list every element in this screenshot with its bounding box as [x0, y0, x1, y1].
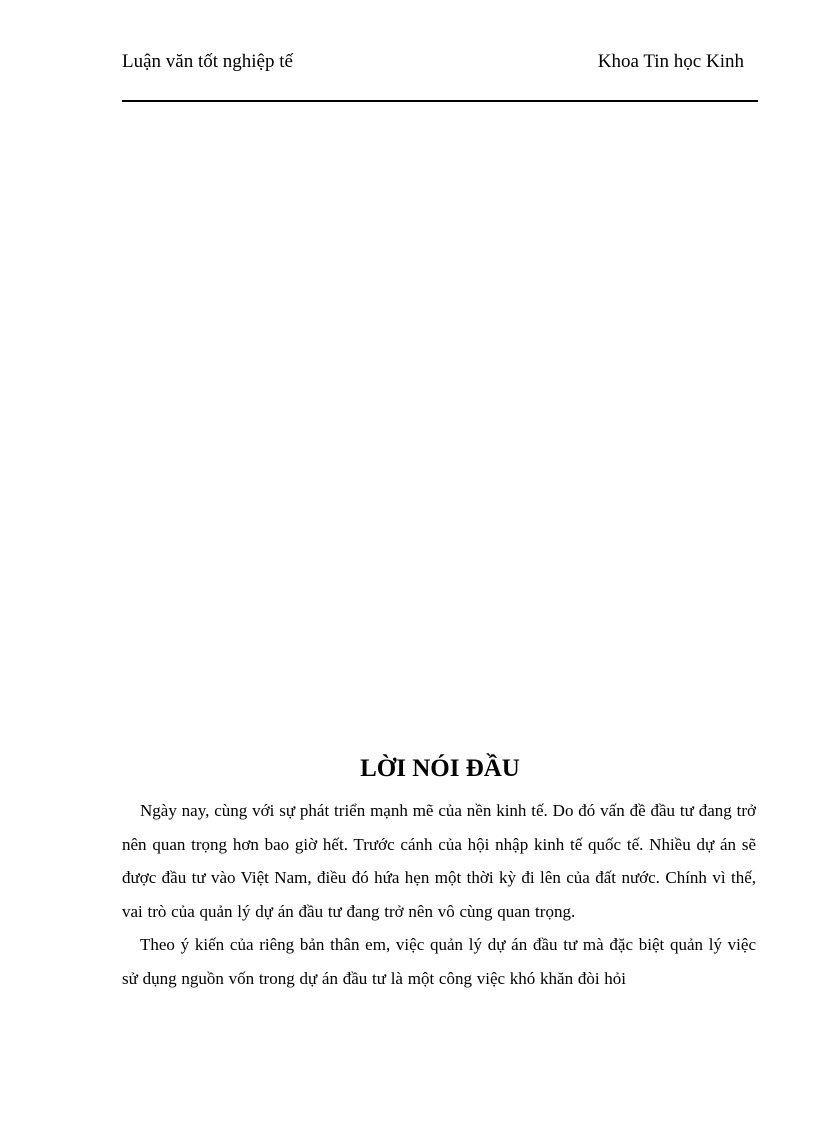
paragraph-2: Theo ý kiến của riêng bản thân em, việc quản lý dự án đầu tư mà đặc biệt quản lý việc sử dụng nguồn vốn trong dự án đầu tư là một công việc khó khăn đòi hỏi [122, 935, 756, 988]
paragraph-1: Ngày nay, cùng với sự phát triển mạnh mẽ của nền kinh tế. Do đó vấn đề đầu tư đang trở nên quan trọng hơn bao giờ hết. Trước cánh của hội nhập kinh tế quốc tế. Nhiều dự án sẽ được đầu tư vào Việt Nam, điều đó hứa hẹn một thời kỳ đi lên của đất nước. Chính vì thế, vai trò của quản lý dự án đầu tư đang trở nên vô cùng quan trọng. [122, 801, 756, 921]
page-header [122, 50, 758, 102]
header-thesis-label: Luận văn tốt nghiệp tế [122, 51, 293, 72]
header-faculty-label: Khoa Tin học Kinh [597, 51, 744, 72]
document-body [122, 794, 756, 996]
document-title: LỜI NÓI ĐẦU [360, 755, 520, 782]
